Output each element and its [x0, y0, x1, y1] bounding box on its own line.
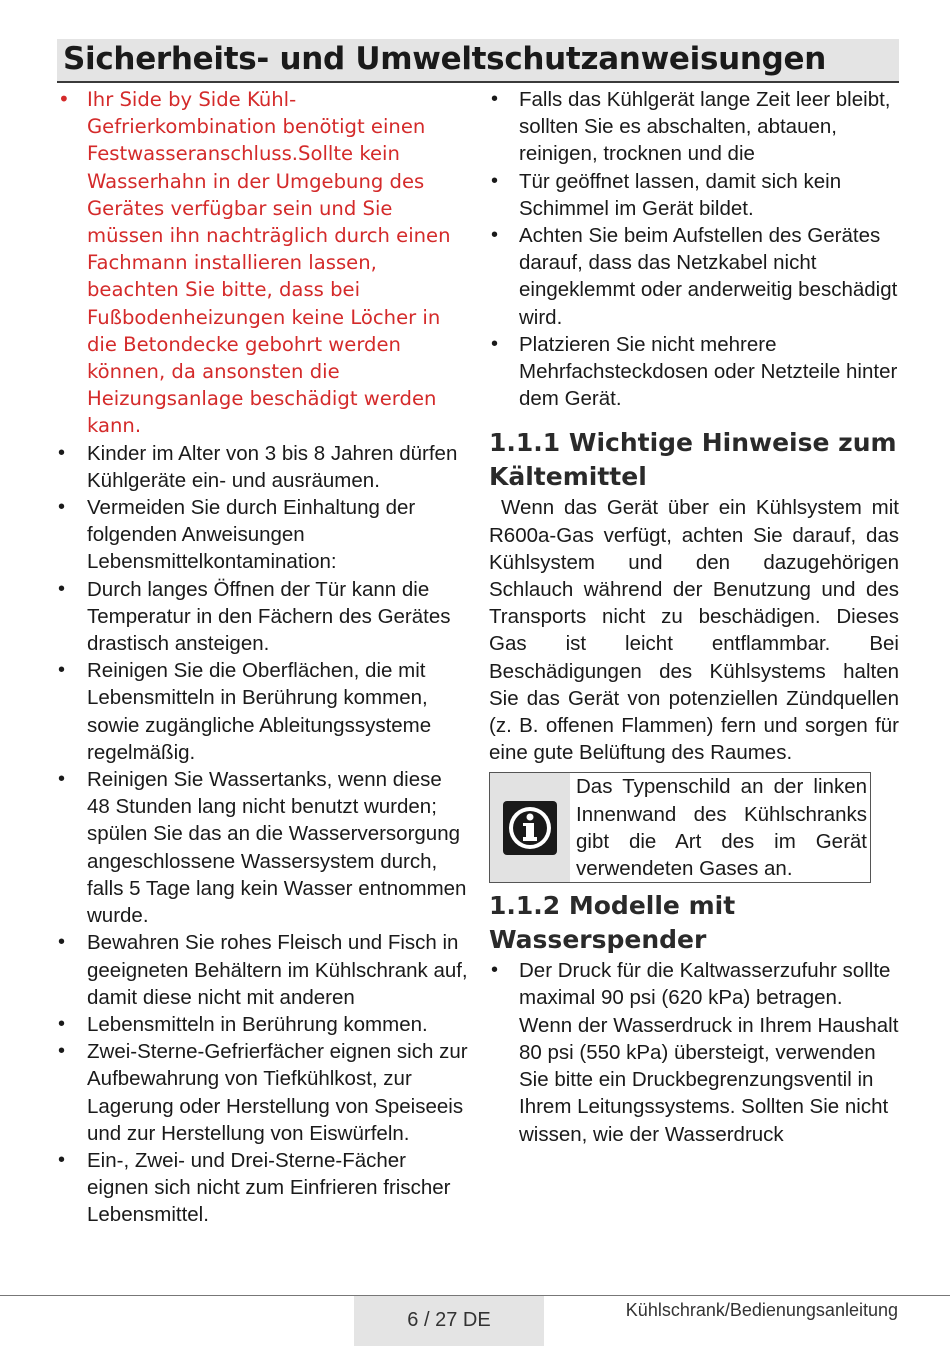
list-item: • Reinigen Sie die Oberflächen, die mit Lebensmitteln in Berührung kommen, sowie zugängliche Ableitungssysteme regelmäßig.: [56, 657, 470, 766]
list-item: • Ein-, Zwei- und Drei-Sterne-Fächer eignen sich nicht zum Einfrieren frischer Lebensmittel.: [56, 1147, 470, 1229]
list-item: • Reinigen Sie Wassertanks, wenn diese 48 Stunden lang nicht benutzt wurden; spülen Sie das an die Wasserversorgung angeschlossene Wassersystem durch, falls 5 Tage lang kein Wasser entnommen wurde.: [56, 766, 470, 929]
list-item: • Platzieren Sie nicht mehrere Mehrfachsteckdosen oder Netzteile hinter dem Gerät.: [489, 331, 899, 413]
list-item: • Durch langes Öffnen der Tür kann die Temperatur in den Fächern des Gerätes drastisch ansteigen.: [56, 576, 470, 658]
right-bullet-list: [489, 86, 899, 412]
page-title: Sicherheits- und Umweltschutzanweisungen: [63, 41, 827, 77]
page-number: 6 / 27 DE: [354, 1296, 544, 1346]
list-item: • Tür geöffnet lassen, damit sich kein Schimmel im Gerät bildet.: [489, 168, 899, 222]
page-header: [57, 39, 899, 83]
info-note-box: [489, 772, 871, 883]
list-item: • Bewahren Sie rohes Fleisch und Fisch in geeigneten Behältern im Kühlschrank auf, damit diese nicht mit anderen: [56, 929, 470, 1011]
list-item: • Falls das Kühlgerät lange Zeit leer bleibt, sollten Sie es abschalten, abtauen, reinigen, trocknen und die: [489, 86, 899, 168]
document-title: Kühlschrank/Bedienungsanleitung: [625, 1300, 898, 1320]
info-icon: [501, 799, 559, 857]
section-heading-water-dispenser: 1.1.2 Modelle mit Wasserspender: [489, 891, 736, 955]
water-dispenser-list: [489, 957, 899, 1147]
list-item: • Der Druck für die Kaltwasserzufuhr sollte maximal 90 psi (620 kPa) betragen. Wenn der Wasserdruck in Ihrem Haushalt 80 psi (550 kPa) übersteigt, verwenden Sie bitte ein Druckbegrenzungsventil in Ihrem Leitungssystems. Sollten Sie nicht wissen, wie der Wasserdruck: [489, 957, 899, 1147]
section-heading-refrigerant: 1.1.1 Wichtige Hinweise zum Kältemittel: [489, 428, 897, 492]
list-item: • Kinder im Alter von 3 bis 8 Jahren dürfen Kühlgeräte ein- und ausräumen.: [56, 440, 470, 494]
warning-list-item: • Ihr Side by Side Kühl-Gefrierkombination benötigt einen Festwasseranschluss.Sollte kein Wasserhahn in der Umgebung des Gerätes verfügbar sein und Sie müssen ihn nachträglich durch einen Fachmann installieren lassen, beachten Sie bitte, dass bei Fußbodenheizungen keine Löcher in die Betondecke gebohrt werden können, da ansonsten die Heizungsanlage beschädigt werden kann.: [56, 86, 470, 440]
left-column: [56, 86, 470, 1229]
list-item: • Lebensmitteln in Berührung kommen.: [56, 1011, 470, 1038]
left-bullet-list: [56, 86, 470, 1229]
info-icon-cell: [490, 773, 570, 882]
right-column: [489, 86, 899, 1148]
list-item: • Vermeiden Sie durch Einhaltung der folgenden Anweisungen Lebensmittelkontamination:: [56, 494, 470, 576]
info-note-text: Das Typenschild an der linken Innenwand des Kühlschranks gibt die Art des im Gerät verwendeten Gases an.: [576, 775, 867, 881]
list-item: • Zwei-Sterne-Gefrierfächer eignen sich zur Aufbewahrung von Tiefkühlkost, zur Lagerung oder Herstellung von Speiseeis und zur Herstellung von Eiswürfeln.: [56, 1038, 470, 1147]
refrigerant-paragraph: Wenn das Gerät über ein Kühlsystem mit R600a-Gas verfügt, achten Sie darauf, das Kühlsystem und den dazugehörigen Schlauch während der Benutzung und des Transports nicht zu beschädigen. Dieses Gas ist leicht entflammbar. Bei Beschädigungen des Kühlsystems halten Sie das Gerät von potenziellen Zündquellen (z. B. offenen Flammen) fern und sorgen für eine gute Belüftung des Raumes.: [489, 496, 899, 765]
list-item: • Achten Sie beim Aufstellen des Gerätes darauf, dass das Netzkabel nicht eingeklemmt oder anderweitig beschädigt wird.: [489, 222, 899, 331]
